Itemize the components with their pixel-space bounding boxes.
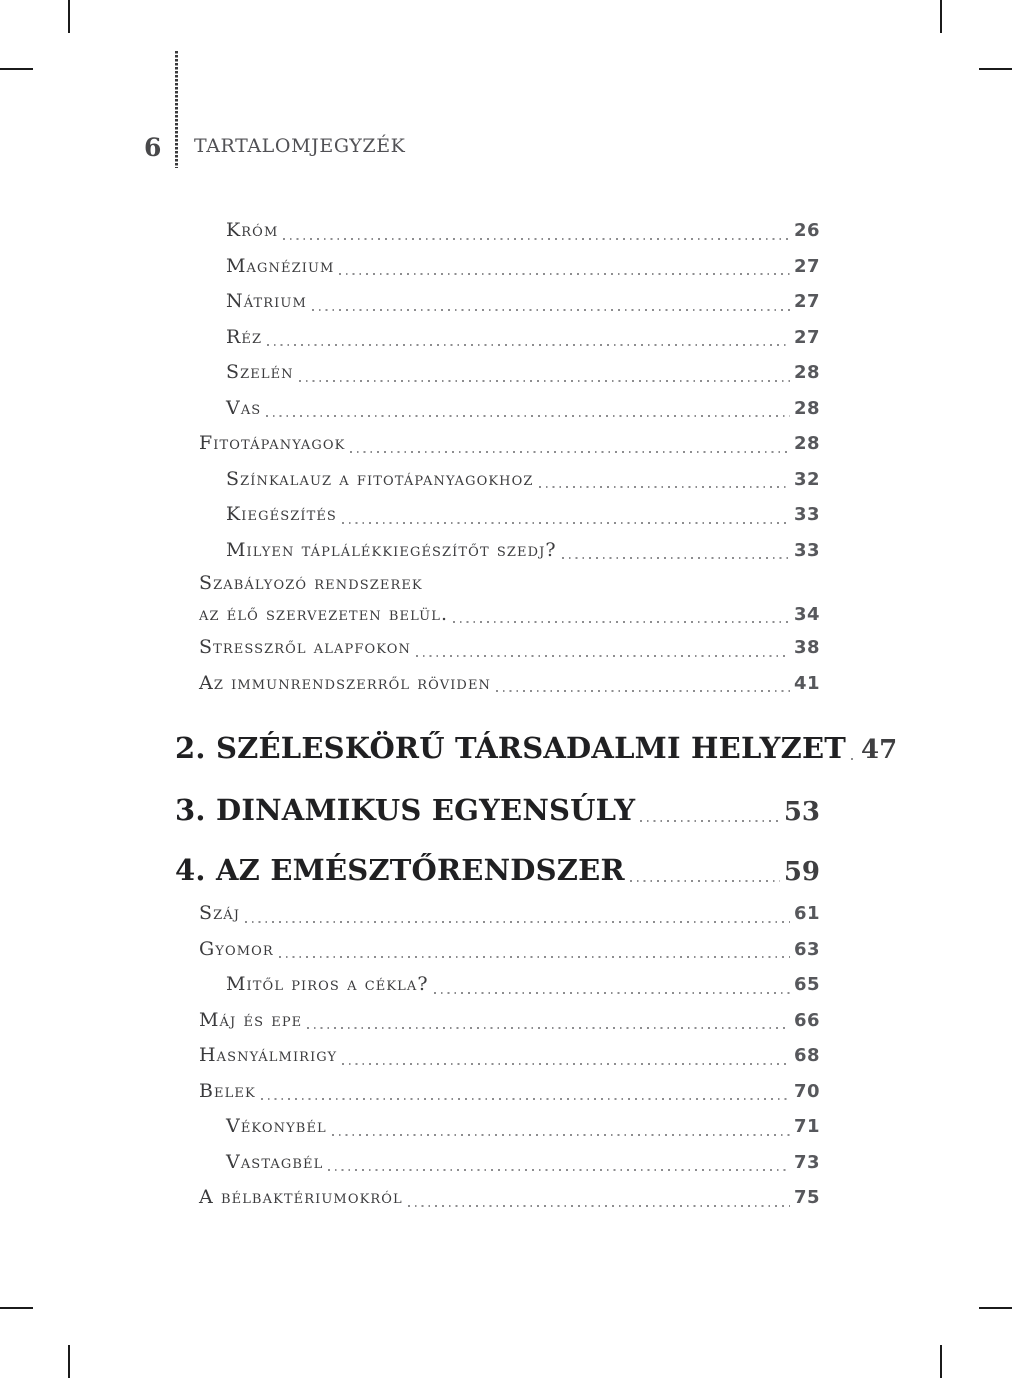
toc-entry-label: 2. SZÉLESKÖRŰ TÁRSADALMI HELYZET (175, 731, 847, 765)
toc-entry-page: 28 (793, 397, 820, 419)
toc-entry-page: 26 (793, 220, 820, 241)
toc-entry-label: Stresszről alapfokon (199, 636, 411, 658)
toc-entry-row[interactable] (199, 284, 820, 320)
toc-entry-page: 71 (793, 1116, 820, 1137)
toc-entry-row[interactable] (199, 462, 820, 498)
toc-entry-label: Fitotápanyagok (199, 432, 346, 454)
crop-mark-bottom-left-vertical (68, 1345, 70, 1378)
toc-entry-label: Réz (226, 325, 263, 348)
dotted-leader (261, 1098, 790, 1100)
dotted-leader (851, 758, 857, 760)
header-dotted-divider (175, 51, 178, 168)
crop-mark-bottom-right-horizontal (979, 1307, 1012, 1309)
toc-entry-label: Króm (226, 219, 279, 241)
dotted-leader (267, 344, 790, 346)
toc-entry-label: Gyomor (199, 937, 274, 960)
toc-entry-page: 28 (793, 362, 820, 383)
dotted-leader (245, 921, 790, 923)
dotted-leader (312, 309, 790, 311)
toc-entry-page: 68 (793, 1045, 820, 1066)
toc-entry-label: Vastagbél (226, 1150, 324, 1173)
dotted-leader (562, 557, 790, 559)
toc-entry-page: 34 (793, 604, 820, 625)
crop-mark-top-left-vertical (68, 0, 70, 33)
dotted-leader (299, 380, 790, 382)
toc-entry-page: 47 (861, 735, 898, 765)
dotted-leader (496, 690, 790, 692)
dotted-leader (640, 820, 779, 822)
dotted-leader (339, 273, 790, 275)
toc-entry-row[interactable] (199, 320, 820, 356)
toc-entry-page: 38 (793, 637, 820, 658)
toc-chapter-row[interactable] (175, 790, 820, 830)
toc-entry-page: 73 (793, 1151, 820, 1173)
toc-entry-label: A bélbaktériumokról (199, 1186, 403, 1208)
toc-entry-row[interactable] (199, 249, 820, 285)
toc-entry-page: 27 (793, 326, 820, 348)
toc-entry-row[interactable] (199, 1145, 820, 1181)
crop-mark-top-right-vertical (940, 0, 942, 33)
toc-entry-page: 28 (793, 433, 820, 454)
crop-mark-top-right-horizontal (979, 68, 1012, 70)
toc-entry-row[interactable] (199, 896, 820, 932)
toc-entry-page: 27 (793, 291, 820, 312)
toc-entry-row[interactable] (199, 497, 820, 533)
running-head-title: TARTALOMJEGYZÉK (194, 135, 406, 157)
toc-entry-page: 59 (783, 857, 820, 887)
toc-entry-row[interactable] (199, 1109, 820, 1145)
toc-entry-page: 65 (793, 974, 820, 995)
toc-entry-row[interactable] (199, 213, 820, 249)
dotted-leader (630, 880, 780, 882)
toc-entry-row[interactable] (199, 355, 820, 391)
toc-entry-label: Száj (199, 902, 241, 924)
crop-mark-bottom-left-horizontal (0, 1307, 33, 1309)
toc-entry-label: Az immunrendszerről röviden (199, 671, 492, 694)
toc-entry-label: 3. DINAMIKUS EGYENSÚLY (175, 793, 636, 827)
dotted-leader (350, 451, 790, 453)
toc-entry-row[interactable] (199, 426, 820, 462)
dotted-leader (342, 1063, 790, 1065)
dotted-leader (279, 956, 790, 958)
dotted-leader (328, 1169, 790, 1171)
dotted-leader (416, 655, 790, 657)
toc-entry-page: 41 (793, 672, 820, 694)
toc-entry-row[interactable] (199, 1180, 820, 1216)
toc-entry-row[interactable] (199, 932, 820, 968)
toc-entry-page: 53 (783, 797, 820, 827)
toc-entry-label: Magnézium (226, 254, 335, 277)
crop-mark-top-left-horizontal (0, 68, 33, 70)
crop-mark-bottom-right-vertical (940, 1345, 942, 1378)
toc-entry-label: Szelén (226, 361, 294, 383)
dotted-leader (342, 522, 790, 524)
toc-entry-row[interactable] (199, 391, 820, 427)
dotted-leader (453, 621, 790, 623)
toc-entry-page: 33 (793, 504, 820, 525)
toc-entry-label: 4. AZ EMÉSZTŐRENDSZER (175, 853, 625, 887)
toc-entry-label: Vékonybél (226, 1115, 327, 1137)
toc-entry-label-continued: az élő szervezeten belül. (199, 603, 449, 625)
toc-chapter-row[interactable] (175, 850, 820, 890)
toc-entry-page: 75 (793, 1187, 820, 1208)
toc-entry-row[interactable] (199, 1074, 820, 1110)
dotted-leader (283, 238, 790, 240)
toc-entry-page: 61 (793, 903, 820, 924)
dotted-leader (408, 1205, 790, 1207)
toc-entry-row[interactable] (199, 967, 820, 1003)
toc-entry-label: Kiegészítés (226, 503, 337, 525)
toc-entry-label: Szabályozó rendszerek (199, 572, 423, 594)
dotted-leader (266, 415, 790, 417)
toc-entry-page: 63 (793, 938, 820, 960)
toc-entry-page: 33 (793, 539, 820, 561)
toc-entry-label: Milyen táplálékkiegészítőt szedj? (226, 538, 557, 561)
dotted-leader (434, 992, 790, 994)
toc-entry-row[interactable] (199, 533, 820, 569)
toc-entry-label: Mitől piros a cékla? (226, 973, 429, 995)
toc-entry-label: Vas (226, 396, 262, 419)
toc-entry-row[interactable] (199, 1038, 820, 1074)
toc-entry-label: Nátrium (226, 290, 307, 312)
dotted-leader (539, 486, 790, 488)
toc-entry-row[interactable] (199, 1003, 820, 1039)
toc-entry-row[interactable] (199, 666, 820, 702)
toc-entry-row[interactable] (199, 568, 820, 630)
toc-entry-label: Hasnyálmirigy (199, 1044, 338, 1066)
dotted-leader (307, 1027, 790, 1029)
toc-entry-row[interactable] (199, 630, 820, 666)
table-of-contents (175, 213, 898, 1216)
toc-entry-page: 66 (793, 1009, 820, 1031)
toc-entry-label: Máj és epe (199, 1008, 303, 1031)
toc-entry-page: 70 (793, 1080, 820, 1102)
toc-entry-page: 27 (793, 255, 820, 277)
toc-entry-page: 32 (793, 468, 820, 490)
dotted-leader (332, 1134, 790, 1136)
toc-entry-label: Belek (199, 1079, 256, 1102)
page-number: 6 (144, 133, 162, 162)
toc-chapter-row[interactable] (175, 728, 898, 768)
toc-entry-label: Színkalauz a fitotápanyagokhoz (226, 467, 534, 490)
